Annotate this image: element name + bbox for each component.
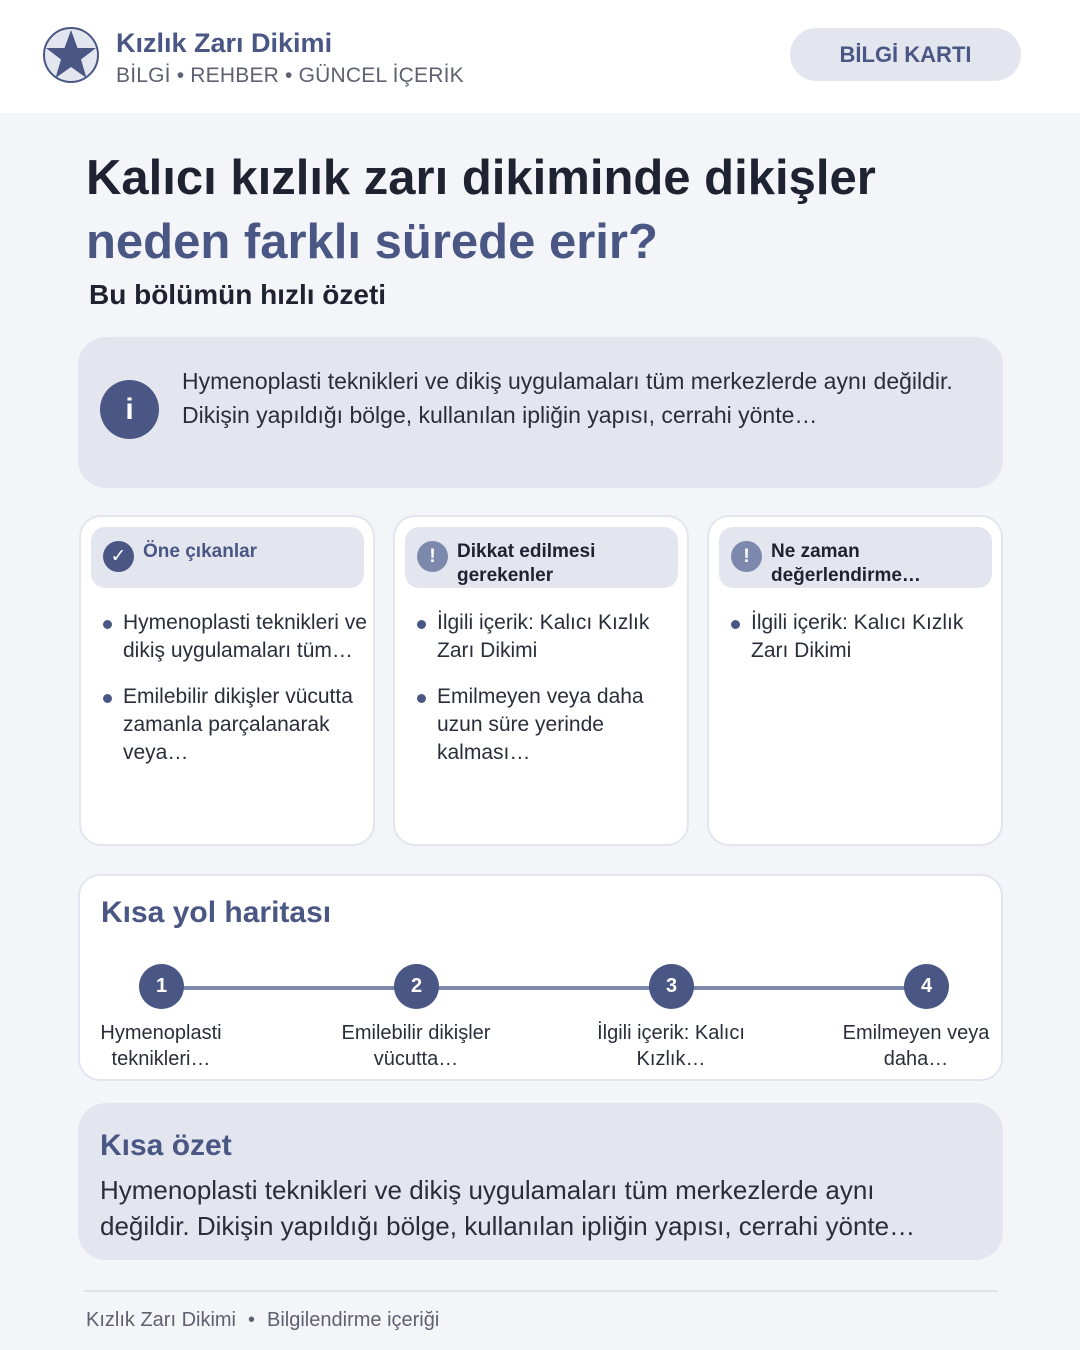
- roadmap-step-4: 4: [904, 964, 949, 1009]
- roadmap-step-2: 2: [394, 964, 439, 1009]
- highlights-card: [79, 515, 375, 846]
- top-bar: [0, 0, 1080, 113]
- roadmap-step-3: 3: [649, 964, 694, 1009]
- intro-text: Hymenoplasti teknikleri ve dikiş uygulamaları tüm merkezlerde aynı değildir. Dikişin yapıldığı bölge, kullanılan ipliğin yapısı, cerrahi yönte…: [182, 368, 953, 428]
- short-summary-text: Hymenoplasti teknikleri ve dikiş uygulamaları tüm merkezlerde aynı değildir. Dikişin yapıldığı bölge, kullanılan ipliğin yapısı, cerrahi yönte…: [100, 1175, 916, 1241]
- footer: [86, 1309, 439, 1332]
- info-icon: i: [100, 380, 159, 439]
- brand-title[interactable]: Kızlık Zarı Dikimi: [116, 28, 333, 58]
- bullet-list: [415, 609, 683, 785]
- page-title-line2: neden farklı sürede erir?: [86, 215, 658, 269]
- list-item[interactable]: İlgili içerik: Kalıcı Kızlık Zarı Dikimi: [415, 609, 683, 665]
- roadmap: [78, 874, 1003, 1081]
- card-header: [719, 527, 992, 588]
- card-header: [405, 527, 678, 588]
- card-title: Öne çıkanlar: [143, 541, 258, 562]
- bullet-list: [101, 609, 369, 785]
- roadmap-track: [160, 986, 925, 990]
- roadmap-step-1: 1: [139, 964, 184, 1009]
- cautions-card: [393, 515, 689, 846]
- page-title: [86, 146, 1046, 274]
- footer-label: Bilgilendirme içeriği: [267, 1309, 440, 1331]
- short-summary: [78, 1103, 1003, 1260]
- roadmap-step-label: Emilmeyen veya daha…: [842, 1022, 990, 1070]
- card-title: Dikkat edilmesi gerekenler: [457, 541, 596, 586]
- page-title-line1: Kalıcı kızlık zarı dikiminde dikişler: [86, 151, 876, 205]
- list-item[interactable]: İlgili içerik: Kalıcı Kızlık Zarı Dikimi: [729, 609, 997, 665]
- roadmap-step-label: Emilebilir dikişler vücutta…: [341, 1022, 491, 1070]
- footer-divider: [84, 1290, 998, 1292]
- list-item: Hymenoplasti teknikleri ve dikiş uygulamaları tüm…: [101, 609, 369, 665]
- roadmap-title: Kısa yol haritası: [101, 896, 332, 929]
- roadmap-step-label: İlgili içerik: Kalıcı Kızlık…: [597, 1022, 745, 1070]
- bullet-list: [729, 609, 997, 683]
- intro-box: [78, 337, 1003, 488]
- card-header: [91, 527, 364, 588]
- section-heading: Bu bölümün hızlı özeti: [89, 279, 387, 310]
- info-card-badge: BİLGİ KARTI: [790, 28, 1021, 81]
- brand-subtitle: BİLGİ • REHBER • GÜNCEL İÇERİK: [116, 64, 464, 87]
- card-title: Ne zaman değerlendirme…: [771, 541, 921, 586]
- footer-site-name[interactable]: Kızlık Zarı Dikimi: [86, 1309, 236, 1331]
- footer-separator: •: [248, 1309, 256, 1331]
- roadmap-step-label: Hymenoplasti teknikleri…: [100, 1022, 222, 1070]
- when-to-evaluate-card: [707, 515, 1003, 846]
- check-circle-icon: ✓: [103, 541, 134, 572]
- short-summary-title: Kısa özet: [100, 1129, 232, 1162]
- alert-circle-icon: !: [731, 541, 762, 572]
- list-item: Emilmeyen veya daha uzun süre yerinde kalması…: [415, 683, 683, 767]
- alert-circle-icon: !: [417, 541, 448, 572]
- star-badge-icon: [42, 26, 100, 88]
- list-item: Emilebilir dikişler vücutta zamanla parçalanarak veya…: [101, 683, 369, 767]
